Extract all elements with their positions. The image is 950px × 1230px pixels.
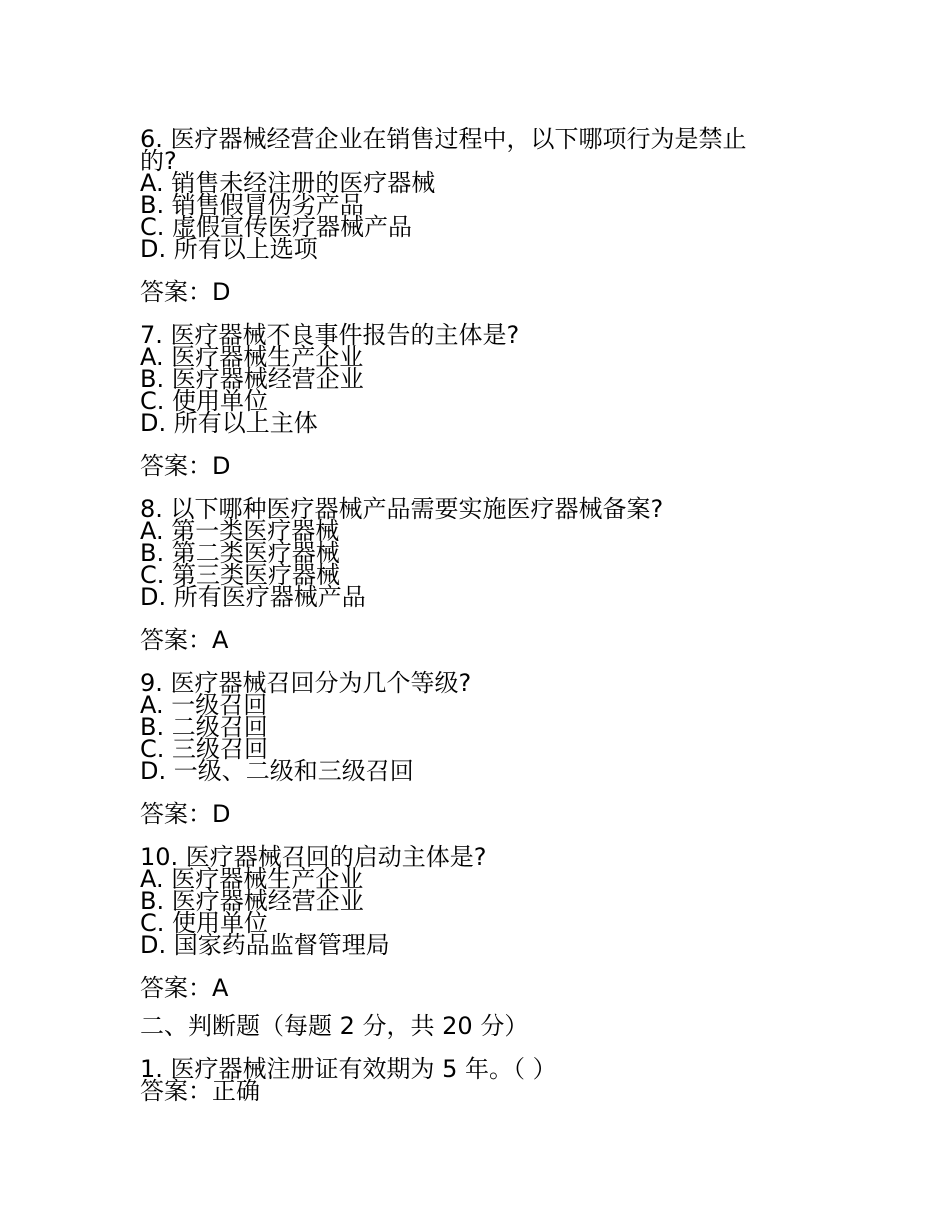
question-block (140, 125, 780, 324)
answer-text: 答案：D (140, 452, 231, 480)
question-stem: 7. 医疗器械不良事件报告的主体是? (140, 321, 520, 349)
option-b: B. 医疗器械经营企业 (140, 887, 364, 915)
question-block (140, 669, 780, 846)
option-b: B. 销售假冒伪劣产品 (140, 191, 364, 219)
option-a: A. 销售未经注册的医疗器械 (140, 169, 436, 197)
answer-text: 答案：D (140, 800, 231, 828)
option-c: C. 第三类医疗器械 (140, 561, 341, 589)
answer-text: 答案：D (140, 278, 231, 306)
question-stem: 9. 医疗器械召回分为几个等级? (140, 669, 472, 697)
option-c: C. 虚假宣传医疗器械产品 (140, 213, 413, 241)
question-block (140, 321, 780, 498)
option-d: D. 所有以上主体 (140, 409, 318, 437)
document-page (140, 125, 780, 1105)
answer-text: 答案：A (140, 626, 229, 654)
question-stem: 10. 医疗器械召回的启动主体是? (140, 843, 487, 871)
answer-text: 答案：A (140, 974, 229, 1002)
option-a: A. 一级召回 (140, 691, 268, 719)
option-d: D. 所有以上选项 (140, 235, 318, 263)
option-d: D. 一级、二级和三级召回 (140, 757, 414, 785)
option-c: C. 三级召回 (140, 735, 269, 763)
section-heading: 二、判断题（每题 2 分，共 20 分） (140, 1012, 529, 1040)
judgement-item-answer: 答案：正确 (140, 1077, 260, 1105)
judgement-item-stem: 1. 医疗器械注册证有效期为 5 年。（ ） (140, 1055, 557, 1083)
option-c: C. 使用单位 (140, 387, 269, 415)
question-stem: 6. 医疗器械经营企业在销售过程中，以下哪项行为是禁止的? (140, 125, 747, 175)
option-c: C. 使用单位 (140, 909, 269, 937)
section-judgement (140, 1012, 780, 1105)
question-block (140, 843, 780, 1015)
option-d: D. 所有医疗器械产品 (140, 583, 366, 611)
option-b: B. 二级召回 (140, 713, 268, 741)
question-block (140, 495, 780, 672)
option-b: B. 第二类医疗器械 (140, 539, 340, 567)
option-d: D. 国家药品监督管理局 (140, 931, 390, 959)
option-a: A. 医疗器械生产企业 (140, 865, 364, 893)
question-stem: 8. 以下哪种医疗器械产品需要实施医疗器械备案? (140, 495, 664, 523)
option-b: B. 医疗器械经营企业 (140, 365, 364, 393)
option-a: A. 医疗器械生产企业 (140, 343, 364, 371)
option-a: A. 第一类医疗器械 (140, 517, 340, 545)
